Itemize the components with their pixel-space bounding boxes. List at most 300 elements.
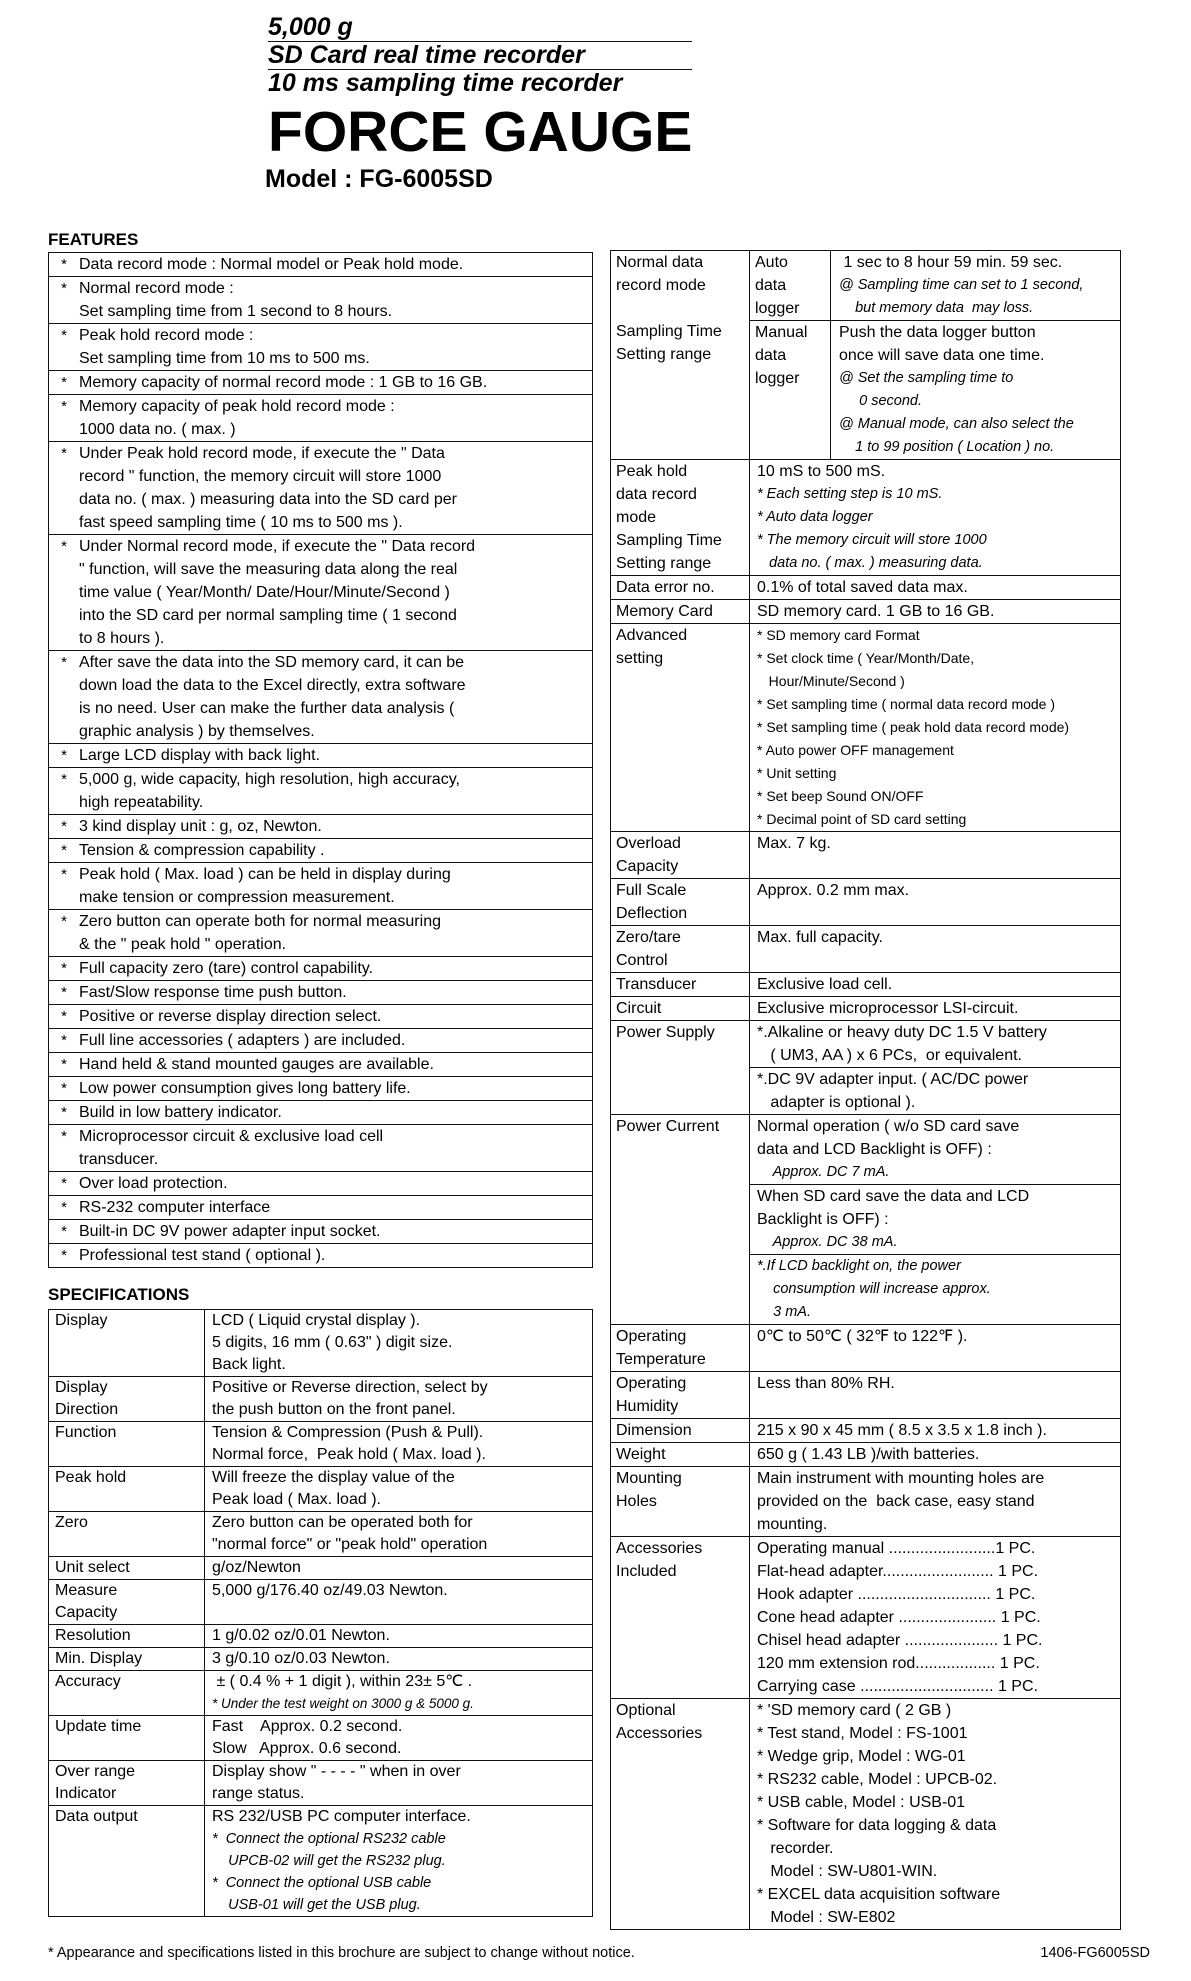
feature-bullet: * bbox=[61, 842, 67, 859]
row-label bbox=[49, 1671, 205, 1715]
feature-text bbox=[79, 1053, 588, 1076]
feature-text bbox=[79, 1244, 588, 1267]
text-line: Direction bbox=[55, 1401, 119, 1418]
feature-item bbox=[49, 767, 592, 814]
feature-item bbox=[49, 650, 592, 743]
text-line: record " function, the memory circuit will store 1000 bbox=[79, 468, 442, 485]
text-line: * Test stand, Model : FS-1001 bbox=[757, 1725, 968, 1742]
row-value bbox=[750, 1372, 1120, 1418]
feature-bullet: * bbox=[61, 256, 67, 273]
row-label bbox=[611, 576, 750, 599]
feature-bullet: * bbox=[61, 280, 67, 297]
text-line: Display bbox=[55, 1379, 108, 1396]
text-line: Under Normal record mode, if execute the " Data record bbox=[79, 538, 476, 555]
feature-item bbox=[49, 814, 592, 838]
row-value bbox=[205, 1761, 592, 1805]
feature-bullet: * bbox=[61, 913, 67, 930]
text-line: Hook adapter .............................. 1 PC. bbox=[757, 1586, 1036, 1603]
feature-item bbox=[49, 1004, 592, 1028]
header bbox=[265, 13, 693, 194]
row-label bbox=[611, 1467, 750, 1536]
feature-bullet: * bbox=[61, 1080, 67, 1097]
text-line: Backlight is OFF) : bbox=[757, 1211, 889, 1228]
text-line: LCD ( Liquid crystal display ). bbox=[212, 1312, 421, 1329]
text-line: *.If LCD backlight on, the power bbox=[757, 1258, 961, 1274]
text-line: Over range bbox=[55, 1763, 136, 1780]
table-row bbox=[611, 831, 1120, 878]
row-value bbox=[750, 832, 1120, 878]
row-label bbox=[611, 973, 750, 996]
text-line: * Under the test weight on 3000 g & 5000 g. bbox=[212, 1696, 474, 1711]
spec-row bbox=[49, 1310, 592, 1376]
feature-item bbox=[49, 1243, 592, 1267]
spec-row bbox=[49, 1579, 592, 1624]
feature-text bbox=[79, 815, 588, 838]
value-block bbox=[750, 973, 1120, 996]
spec-row bbox=[49, 1670, 592, 1715]
text-line: Approx. DC 7 mA. bbox=[757, 1164, 890, 1180]
right-column bbox=[610, 250, 1121, 1930]
text-line: Peak hold record mode : bbox=[79, 327, 254, 344]
text-line: Auto bbox=[755, 254, 788, 271]
text-line: data record bbox=[616, 486, 697, 503]
row-value bbox=[205, 1557, 592, 1579]
feature-text bbox=[79, 395, 588, 441]
row-label bbox=[611, 624, 750, 831]
text-line: *.Alkaline or heavy duty DC 1.5 V battery bbox=[757, 1024, 1047, 1041]
table-row bbox=[611, 1020, 1120, 1114]
footer bbox=[48, 1944, 1150, 1962]
spec-row bbox=[49, 1466, 592, 1511]
value-block bbox=[750, 1254, 1120, 1324]
row-value bbox=[750, 460, 1120, 575]
text-line: Operating bbox=[616, 1375, 687, 1392]
text-line: mode bbox=[616, 509, 657, 526]
text-line: 0.1% of total saved data max. bbox=[757, 579, 968, 596]
text-line: data no. ( max. ) measuring data. bbox=[757, 555, 983, 571]
table-row bbox=[611, 1442, 1120, 1466]
spec-row bbox=[49, 1624, 592, 1647]
text-line: 5,000 g, wide capacity, high resolution, high accuracy, bbox=[79, 771, 460, 788]
text-line: @ Manual mode, can also select the bbox=[839, 416, 1074, 432]
feature-bullet: * bbox=[61, 1247, 67, 1264]
text-line: Tension & Compression (Push & Pull). bbox=[212, 1424, 484, 1441]
row-label bbox=[611, 926, 750, 972]
text-line: Peak hold bbox=[55, 1469, 127, 1486]
text-line: Professional test stand ( optional ). bbox=[79, 1247, 326, 1264]
text-line: Zero bbox=[55, 1514, 88, 1531]
text-line: Model : SW-E802 bbox=[757, 1909, 896, 1926]
text-line: Cone head adapter ...................... 1 PC. bbox=[757, 1609, 1041, 1626]
feature-text bbox=[79, 253, 588, 276]
text-line: Low power consumption gives long battery life. bbox=[79, 1080, 411, 1097]
row-label bbox=[611, 1021, 750, 1114]
row-value bbox=[750, 1021, 1120, 1114]
row-label bbox=[49, 1648, 205, 1670]
row-label bbox=[611, 600, 750, 623]
text-line: Included bbox=[616, 1563, 677, 1580]
feature-item bbox=[49, 1028, 592, 1052]
text-line: Build in low battery indicator. bbox=[79, 1104, 282, 1121]
feature-text bbox=[79, 768, 588, 814]
text-line: Full capacity zero (tare) control capability. bbox=[79, 960, 374, 977]
text-line: * 'SD memory card ( 2 GB ) bbox=[757, 1702, 952, 1719]
text-line: *.DC 9V adapter input. ( AC/DC power bbox=[757, 1071, 1029, 1088]
text-line: * Each setting step is 10 mS. bbox=[757, 486, 943, 502]
text-line: data bbox=[755, 277, 787, 294]
text-line: 1 sec to 8 hour 59 min. 59 sec. bbox=[839, 254, 1063, 271]
spec-row bbox=[49, 1556, 592, 1579]
text-line: Max. 7 kg. bbox=[757, 835, 831, 852]
feature-bullet: * bbox=[61, 818, 67, 835]
text-line: 0℃ to 50℃ ( 32℉ to 122℉ ). bbox=[757, 1328, 968, 1345]
row-label bbox=[611, 1325, 750, 1371]
row-value bbox=[205, 1422, 592, 1466]
feature-text bbox=[79, 981, 588, 1004]
table-row bbox=[611, 251, 1120, 459]
sub-row bbox=[750, 251, 1120, 320]
row-value bbox=[205, 1806, 592, 1916]
feature-bullet: * bbox=[61, 1008, 67, 1025]
feature-bullet: * bbox=[61, 538, 67, 555]
feature-bullet: * bbox=[61, 327, 67, 344]
text-line: Approx. DC 38 mA. bbox=[757, 1234, 898, 1250]
feature-text bbox=[79, 277, 588, 323]
feature-bullet: * bbox=[61, 866, 67, 883]
text-line: " function, will save the measuring data along the real bbox=[79, 561, 458, 578]
text-line: Tension & compression capability . bbox=[79, 842, 325, 859]
text-line: Push the data logger button bbox=[839, 324, 1036, 341]
row-label bbox=[611, 1537, 750, 1698]
row-value bbox=[205, 1716, 592, 1760]
table-row bbox=[611, 925, 1120, 972]
feature-bullet: * bbox=[61, 1104, 67, 1121]
text-line: Model : SW-U801-WIN. bbox=[757, 1863, 938, 1880]
feature-text bbox=[79, 1077, 588, 1100]
text-line: 1000 data no. ( max. ) bbox=[79, 421, 236, 438]
value-block bbox=[750, 879, 1120, 902]
text-line: Exclusive microprocessor LSI-circuit. bbox=[757, 1000, 1019, 1017]
row-value bbox=[205, 1625, 592, 1647]
row-value bbox=[750, 879, 1120, 925]
text-line: Hand held & stand mounted gauges are available. bbox=[79, 1056, 434, 1073]
text-line: Operating manual ........................1 PC. bbox=[757, 1540, 1036, 1557]
text-line: mounting. bbox=[757, 1516, 828, 1533]
text-line: Less than 80% RH. bbox=[757, 1375, 895, 1392]
row-value bbox=[750, 1419, 1120, 1442]
text-line: Sampling Time bbox=[616, 323, 722, 340]
row-label bbox=[611, 1115, 750, 1324]
row-value bbox=[750, 1443, 1120, 1466]
feature-text bbox=[79, 651, 588, 743]
value-block bbox=[750, 1325, 1120, 1348]
feature-item bbox=[49, 441, 592, 534]
feature-text bbox=[79, 839, 588, 862]
row-value bbox=[750, 251, 1120, 459]
text-line: Sampling Time bbox=[616, 532, 722, 549]
table-row bbox=[611, 996, 1120, 1020]
text-line: Accessories bbox=[616, 1540, 703, 1557]
text-line: 3 mA. bbox=[757, 1304, 811, 1320]
text-line: 1 g/0.02 oz/0.01 Newton. bbox=[212, 1627, 390, 1644]
feature-text bbox=[79, 744, 588, 767]
row-value bbox=[205, 1467, 592, 1511]
text-line: Peak hold bbox=[616, 463, 688, 480]
text-line: Control bbox=[616, 952, 668, 969]
feature-item bbox=[49, 838, 592, 862]
value-block bbox=[750, 624, 1120, 831]
subtitle-line-1: 5,000 g bbox=[268, 13, 353, 41]
feature-text bbox=[79, 957, 588, 980]
text-line: * Set clock time ( Year/Month/Date, bbox=[757, 650, 975, 666]
text-line: * Wedge grip, Model : WG-01 bbox=[757, 1748, 966, 1765]
text-line: 650 g ( 1.43 LB )/with batteries. bbox=[757, 1446, 980, 1463]
spec-row bbox=[49, 1421, 592, 1466]
text-line: setting bbox=[616, 650, 664, 667]
text-line: Large LCD display with back light. bbox=[79, 747, 321, 764]
feature-bullet: * bbox=[61, 1032, 67, 1049]
feature-text bbox=[79, 1125, 588, 1171]
left-column bbox=[48, 230, 593, 1917]
text-line: Normal record mode : bbox=[79, 280, 234, 297]
text-line: Peak hold ( Max. load ) can be held in display during bbox=[79, 866, 451, 883]
subtitle-line-3: 10 ms sampling time recorder bbox=[268, 69, 692, 97]
feature-item bbox=[49, 1076, 592, 1100]
features-heading: FEATURES bbox=[48, 230, 139, 249]
text-line: Advanced bbox=[616, 627, 688, 644]
text-line: Main instrument with mounting holes are bbox=[757, 1470, 1045, 1487]
feature-text bbox=[79, 910, 588, 956]
row-label bbox=[49, 1806, 205, 1916]
feature-bullet: * bbox=[61, 747, 67, 764]
subtitle-line-2: SD Card real time recorder bbox=[268, 41, 692, 69]
footer-note: * Appearance and specifications listed in this brochure are subject to change without notice. bbox=[48, 1945, 635, 1961]
text-line: Data output bbox=[55, 1808, 138, 1825]
feature-item bbox=[49, 276, 592, 323]
sub-row bbox=[750, 320, 1120, 459]
text-line: 120 mm extension rod.................. 1 PC. bbox=[757, 1655, 1040, 1672]
feature-text bbox=[79, 371, 588, 394]
text-line: Humidity bbox=[616, 1398, 679, 1415]
table-row bbox=[611, 599, 1120, 623]
feature-item bbox=[49, 534, 592, 650]
text-line: Chisel head adapter ..................... 1 PC. bbox=[757, 1632, 1043, 1649]
text-line: ( UM3, AA ) x 6 PCs, or equivalent. bbox=[757, 1047, 1022, 1064]
feature-bullet: * bbox=[61, 771, 67, 788]
text-line: 3 g/0.10 oz/0.03 Newton. bbox=[212, 1650, 390, 1667]
text-line: "normal force" or "peak hold" operation bbox=[212, 1536, 488, 1553]
text-line: * Auto data logger bbox=[757, 509, 873, 525]
sub-value bbox=[831, 321, 1120, 459]
feature-item bbox=[49, 323, 592, 370]
model-label: Model : FG-6005SD bbox=[265, 165, 493, 193]
feature-text bbox=[79, 442, 588, 534]
row-value bbox=[205, 1648, 592, 1670]
row-value bbox=[750, 1325, 1120, 1371]
feature-bullet: * bbox=[61, 398, 67, 415]
text-line: Carrying case .............................. 1 PC. bbox=[757, 1678, 1038, 1695]
text-line: Data error no. bbox=[616, 579, 715, 596]
table-row bbox=[611, 575, 1120, 599]
text-line: data no. ( max. ) measuring data into the SD card per bbox=[79, 491, 457, 508]
text-line: Full Scale bbox=[616, 882, 687, 899]
text-line: * Unit setting bbox=[757, 765, 837, 781]
row-value bbox=[750, 1115, 1120, 1324]
feature-item bbox=[49, 1219, 592, 1243]
value-block bbox=[750, 1115, 1120, 1184]
feature-text bbox=[79, 324, 588, 370]
text-line: Flat-head adapter......................... 1 PC. bbox=[757, 1563, 1039, 1580]
text-line: Weight bbox=[616, 1446, 666, 1463]
feature-bullet: * bbox=[61, 1175, 67, 1192]
row-label bbox=[611, 997, 750, 1020]
text-line: data bbox=[755, 347, 787, 364]
text-line: make tension or compression measurement. bbox=[79, 889, 395, 906]
text-line: Memory capacity of peak hold record mode : bbox=[79, 398, 395, 415]
text-line: * Software for data logging & data bbox=[757, 1817, 997, 1834]
text-line: Measure bbox=[55, 1582, 118, 1599]
text-line: Power Current bbox=[616, 1118, 720, 1135]
text-line: * USB cable, Model : USB-01 bbox=[757, 1794, 966, 1811]
text-line: * RS232 cable, Model : UPCB-02. bbox=[757, 1771, 998, 1788]
feature-item bbox=[49, 1052, 592, 1076]
text-line: Approx. 0.2 mm max. bbox=[757, 882, 910, 899]
table-row bbox=[611, 1536, 1120, 1698]
feature-bullet: * bbox=[61, 984, 67, 1001]
text-line: Display show " - - - - " when in over bbox=[212, 1763, 461, 1780]
row-value bbox=[750, 1537, 1120, 1698]
text-line: but memory data may loss. bbox=[839, 300, 1034, 316]
feature-bullet: * bbox=[61, 1128, 67, 1145]
spec-row bbox=[49, 1376, 592, 1421]
text-line: UPCB-02 will get the RS232 plug. bbox=[212, 1853, 446, 1869]
feature-text bbox=[79, 1005, 588, 1028]
text-line: Microprocessor circuit & exclusive load cell bbox=[79, 1128, 384, 1145]
text-line: Capacity bbox=[55, 1604, 118, 1621]
text-line: 5 digits, 16 mm ( 0.63" ) digit size. bbox=[212, 1334, 453, 1351]
doc-code: 1406-FG6005SD bbox=[1040, 1945, 1150, 1961]
text-line: 0 second. bbox=[839, 393, 923, 409]
text-line: is no need. User can make the further data analysis ( bbox=[79, 700, 455, 717]
text-line: graphic analysis ) by themselves. bbox=[79, 723, 315, 740]
text-line: Power Supply bbox=[616, 1024, 715, 1041]
text-line: Positive or reverse display direction select. bbox=[79, 1008, 382, 1025]
text-line: high repeatability. bbox=[79, 794, 204, 811]
row-value bbox=[750, 926, 1120, 972]
row-value bbox=[750, 1699, 1120, 1929]
row-value bbox=[750, 624, 1120, 831]
row-label bbox=[611, 1372, 750, 1418]
row-label bbox=[49, 1467, 205, 1511]
row-label bbox=[49, 1761, 205, 1805]
text-line: provided on the back case, easy stand bbox=[757, 1493, 1035, 1510]
text-line: Accuracy bbox=[55, 1673, 121, 1690]
table-row bbox=[611, 878, 1120, 925]
page-title: FORCE GAUGE bbox=[268, 100, 693, 164]
text-line: Normal operation ( w/o SD card save bbox=[757, 1118, 1020, 1135]
value-block bbox=[750, 926, 1120, 949]
specifications-table bbox=[48, 1309, 593, 1917]
text-line: fast speed sampling time ( 10 ms to 500 ms ). bbox=[79, 514, 403, 531]
text-line: * Set sampling time ( peak hold data record mode) bbox=[757, 719, 1070, 735]
row-value bbox=[750, 600, 1120, 623]
feature-bullet: * bbox=[61, 445, 67, 462]
feature-item bbox=[49, 862, 592, 909]
table-row bbox=[611, 1114, 1120, 1324]
text-line: down load the data to the Excel directly, extra software bbox=[79, 677, 466, 694]
text-line: Setting range bbox=[616, 555, 712, 572]
text-line: SD memory card. 1 GB to 16 GB. bbox=[757, 603, 995, 620]
text-line: Normal data bbox=[616, 254, 704, 271]
value-block bbox=[750, 1184, 1120, 1254]
feature-bullet: * bbox=[61, 960, 67, 977]
row-value bbox=[205, 1377, 592, 1421]
text-line: @ Sampling time can set to 1 second, bbox=[839, 277, 1084, 293]
text-line: Unit select bbox=[55, 1559, 130, 1576]
row-value bbox=[750, 576, 1120, 599]
text-line: * Set beep Sound ON/OFF bbox=[757, 788, 924, 804]
value-block bbox=[750, 600, 1120, 623]
value-block bbox=[750, 1419, 1120, 1442]
text-line: Set sampling time from 1 second to 8 hours. bbox=[79, 303, 393, 320]
table-row bbox=[611, 1466, 1120, 1536]
text-line: Function bbox=[55, 1424, 117, 1441]
text-line: Transducer bbox=[616, 976, 697, 993]
features-table bbox=[48, 252, 593, 1268]
text-line: recorder. bbox=[757, 1840, 834, 1857]
text-line: Operating bbox=[616, 1328, 687, 1345]
text-line: RS 232/USB PC computer interface. bbox=[212, 1808, 471, 1825]
spec-row bbox=[49, 1511, 592, 1556]
text-line: Mounting bbox=[616, 1470, 682, 1487]
row-label bbox=[611, 879, 750, 925]
text-line: Temperature bbox=[616, 1351, 706, 1368]
record-spec-table bbox=[610, 250, 1121, 1930]
text-line: Back light. bbox=[212, 1356, 286, 1373]
text-line: data and LCD Backlight is OFF) : bbox=[757, 1141, 992, 1158]
value-block bbox=[750, 576, 1120, 599]
feature-item bbox=[49, 1100, 592, 1124]
text-line: Full line accessories ( adapters ) are included. bbox=[79, 1032, 406, 1049]
sub-label bbox=[750, 321, 831, 459]
text-line: transducer. bbox=[79, 1151, 159, 1168]
specifications-heading: SPECIFICATIONS bbox=[48, 1285, 190, 1304]
text-line: Overload bbox=[616, 835, 681, 852]
feature-bullet: * bbox=[61, 1223, 67, 1240]
feature-text bbox=[79, 1029, 588, 1052]
feature-bullet: * bbox=[61, 374, 67, 391]
value-block bbox=[750, 832, 1120, 855]
text-line: Hour/Minute/Second ) bbox=[757, 673, 905, 689]
text-line: range status. bbox=[212, 1785, 305, 1802]
feature-text bbox=[79, 1101, 588, 1124]
feature-text bbox=[79, 1196, 588, 1219]
text-line: 5,000 g/176.40 oz/49.03 Newton. bbox=[212, 1582, 448, 1599]
row-label bbox=[49, 1422, 205, 1466]
value-block bbox=[750, 1021, 1120, 1067]
text-line: Manual bbox=[755, 324, 808, 341]
feature-item bbox=[49, 1124, 592, 1171]
text-line: Resolution bbox=[55, 1627, 131, 1644]
row-value bbox=[750, 973, 1120, 996]
text-line: Zero button can be operated both for bbox=[212, 1514, 473, 1531]
table-row bbox=[611, 623, 1120, 831]
feature-item bbox=[49, 980, 592, 1004]
row-label bbox=[611, 1443, 750, 1466]
spec-row bbox=[49, 1760, 592, 1805]
text-line: * Auto power OFF management bbox=[757, 742, 954, 758]
text-line: Zero/tare bbox=[616, 929, 681, 946]
